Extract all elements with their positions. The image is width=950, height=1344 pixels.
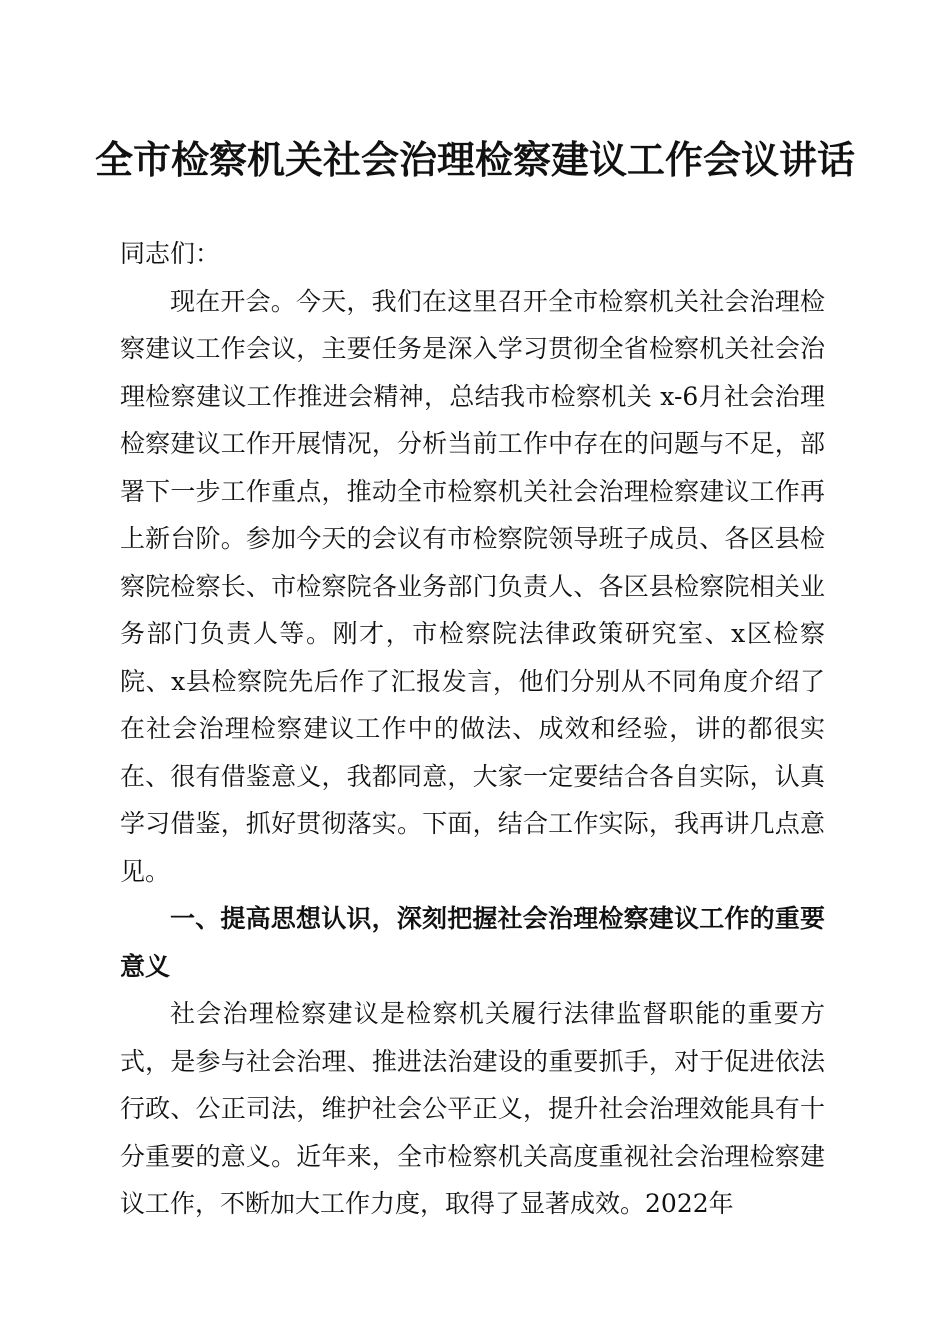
section-heading: 一、提高思想认识，深刻把握社会治理检察建议工作的重要意义: [120, 904, 825, 981]
section-paragraph: 社会治理检察建议是检察机关履行法律监督职能的重要方式，是参与社会治理、推进法治建设的重要抓手，对于促进依法行政、公正司法，维护社会公平正义，提升社会治理效能具有十分重要的意义。近年来，全市检察机关高度重视社会治理检察建议工作，不断加大工作力度，取得了显著成效。2022年: [120, 999, 825, 1218]
document-body: [120, 230, 825, 1228]
opening-paragraph: 现在开会。今天，我们在这里召开全市检察机关社会治理检察建议工作会议，主要任务是深入学习贯彻全省检察机关社会治理检察建议工作推进会精神，总结我市检察机关 x-6月社会治理检察建议工作开展情况，分析当前工作中存在的问题与不足，部署下一步工作重点，推动全市检察机关社会治理检察建议工作再上新台阶。参加今天的会议有市检察院领导班子成员、各区县检察院检察长、市检察院各业务部门负责人、各区县检察院相关业务部门负责人等。刚才，市检察院法律政策研究室、x区检察院、x县检察院先后作了汇报发言，他们分别从不同角度介绍了在社会治理检察建议工作中的做法、成效和经验，讲的都很实在、很有借鉴意义，我都同意，大家一定要结合各自实际，认真学习借鉴，抓好贯彻落实。下面，结合工作实际，我再讲几点意见。: [120, 286, 825, 886]
document-title: 全市检察机关社会治理检察建议工作会议讲话: [94, 137, 855, 182]
salutation: 同志们：: [120, 239, 221, 268]
